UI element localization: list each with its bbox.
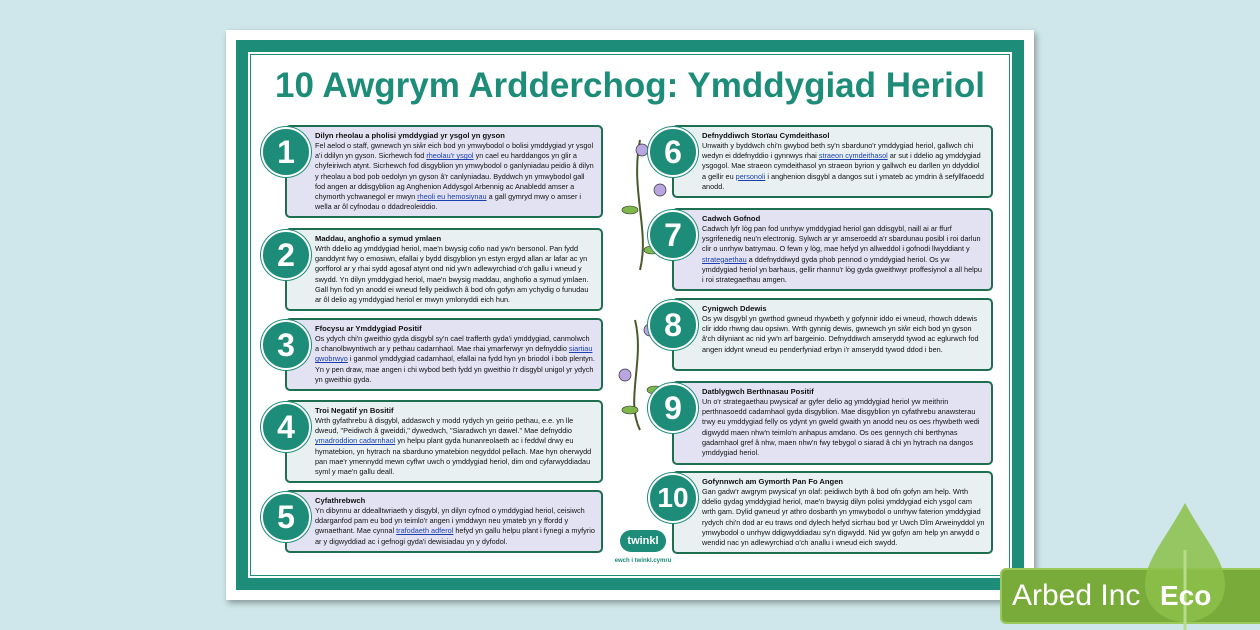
tip-text: Fel aelod o staff, gwnewch yn siŵr eich bod yn ymwybodol o bolisi ymddygiad yr ysgol a'i ddilyn yn gyson. Sicrhewch fod	[315, 141, 594, 161]
tip-link[interactable]: straeon cymdeithasol	[818, 151, 888, 161]
tip-heading: Maddau, anghofio a symud ymlaen	[315, 234, 442, 243]
tip-number-badge: 3	[261, 320, 311, 370]
tip-text: Unwaith y byddwch chi'n gwybod beth sy'n sbarduno'r ymddygiad heriol, gallwch chi wedyn ei ddefnyddio i gynnwys rhai	[702, 141, 974, 161]
tip-link[interactable]: personoli	[735, 171, 766, 181]
tip-body	[315, 506, 595, 547]
tip-card-5	[285, 490, 603, 553]
tip-body	[315, 244, 595, 305]
tip-number-badge: 9	[648, 383, 698, 433]
tip-heading: Gofynnwch am Gymorth Pan Fo Angen	[702, 477, 844, 486]
tip-body	[702, 487, 985, 548]
tip-text: Wrth ddelio ag ymddygiad heriol, mae'n bwysig cofio nad yw'n bersonol. Pan fydd ganddynt fwy o emosiwn, efallai y bydd disgyblion yn estyn ergyd allan ar lafar ac yn gorfforol ar y rhai sydd agosaf atynt ond nid yw'n adlewyrchiad o'ch gallu i wneud y swydd. Yn dilyn ymddygiad heriol, mae'n bwysig maddau, anghofio a symud ymlaen. Gall hyn fod yn anodd ei wneud felly peidiwch â bod ofn gofyn am ychydig o funudau ar ôl delio ag ymddygiad heriol er mwyn ymlonyddi eich hun.	[315, 244, 589, 305]
tip-text: ar sut i ddelio ag ymddygiad ysgogol. Mae straeon cymdeithasol yn straeon byrion y gallwch eu darllen yn ddyddiol a gellir eu	[702, 151, 981, 181]
tip-heading: Troi Negatif yn Bositif	[315, 406, 394, 415]
tip-card-3	[285, 318, 603, 391]
tip-body	[702, 397, 985, 458]
tip-number-badge: 8	[648, 300, 698, 350]
twinkl-url[interactable]: ewch i twinkl.cymru	[614, 558, 672, 564]
tip-heading: Cadwch Gofnod	[702, 214, 761, 223]
tip-link[interactable]: strategaethau	[702, 254, 747, 264]
tip-link[interactable]: siartiau gwobrwyo	[315, 344, 593, 364]
tip-number-badge: 2	[261, 230, 311, 280]
tip-heading: Cynigwch Ddewis	[702, 304, 767, 313]
tip-text: Gan gadw'r awgrym pwysicaf yn olaf: peidiwch byth â bod ofn gofyn am help. Wrth ddelio gydag ymddygiad heriol, mae'n bwysig dilyn polisi ymddygiad eich ysgol cam wrth gam. Dylid gwneud yr athro dosbarth yn ymwybodol o unrhyw faterion ymddygiad rydych chi'n dod ar eu traws ond dylech hefyd sicrhau bod yr Uwch Dîm Arweinyddol yn ymwybodol o unrhyw ddigwyddiadau sy'n digwydd. Nid yw gofyn am help yn arwydd o wendid nac yn adlewyrchiad o'ch anallu i wneud eich swydd.	[702, 487, 985, 548]
tip-number-badge: 1	[261, 127, 311, 177]
tip-number-badge: 7	[648, 210, 698, 260]
tip-body	[702, 141, 985, 192]
tip-link[interactable]: rheoli eu hemosiynau	[417, 192, 487, 202]
tip-body	[702, 314, 985, 355]
tip-heading: Defnyddiwch Storïau Cymdeithasol	[702, 131, 830, 140]
tip-text: yn helpu plant gyda hunanreolaeth ac i feddwl drwy eu hymatebion, yn hytrach na sbarduno ymatebion negyddol pellach. Mae hyn oherwydd pan mae'r ymennydd mewn cyflwr uwch o ymddygiad heriol, dim ond cyfarwyddiadau syml y mae'n gallu deall.	[315, 436, 592, 477]
tip-text: a gall gymryd mwy o amser i wella ar ôl cyfnodau o ddadreoleiddio.	[315, 192, 582, 212]
tip-heading: Datblygwch Berthnasau Positif	[702, 387, 814, 396]
tip-number-badge: 10	[648, 473, 698, 523]
tip-card-9	[672, 381, 993, 465]
tip-link[interactable]: rheolau'r ysgol	[426, 151, 474, 161]
banner-brand: Arbed Inc	[1012, 579, 1141, 612]
tip-text: a ddefnyddiwyd gyda phob pennod o ymddygiad heriol. Os yw ymddygiad heriol yn barhaus, gellir rhannu'r lòg gyda gweithwyr proffesiynol a all helpu i roi strategaethau amgen.	[702, 254, 982, 285]
tip-card-7	[672, 208, 993, 291]
tip-body	[702, 224, 985, 285]
tip-body	[315, 141, 595, 212]
tip-card-4	[285, 400, 603, 483]
tip-text: Wrth gyfathrebu â disgybl, addaswch y modd rydych yn geirio pethau, e.e. yn lle dweud, "Peidiwch â gweiddi," dywedwch, "Siaradwch yn dawel." Mae defnyddio	[315, 416, 574, 436]
tip-body	[315, 334, 595, 385]
tip-number-badge: 5	[261, 492, 311, 542]
tip-text: Yn dibynnu ar ddealltwriaeth y disgybl, yn dilyn cyfnod o ymddygiad heriol, ceisiwch ddarganfod pam eu bod yn teimlo'r angen i ymddwyn neu ymateb yn y ffordd y gwnaethant. Mae cynnal	[315, 506, 585, 536]
tip-text: Os yw disgybl yn gwrthod gwneud rhywbeth y gofynnir iddo ei wneud, rhowch ddewis clir iddo rhwng dau opsiwn. Wrth gynnig dewis, gwnewch yn siŵr eich bod yn gyson â'ch dilyniant ac nid yw'n arf bargeinio. Defnyddiwch amserydd tywod ac eglurwch fod angen iddynt wneud eu penderfyniad erbyn i'r amserydd tywod ddod i ben.	[702, 314, 979, 354]
tip-heading: Ffocysu ar Ymddygiad Positif	[315, 324, 422, 333]
tip-card-6	[672, 125, 993, 198]
tip-link[interactable]: trafodaeth adferol	[396, 526, 454, 536]
tip-card-2	[285, 228, 603, 311]
tip-text: yn cael eu harddangos yn glir a chyfeiriwch atynt. Sicrhewch fod disgyblion yn ymwybodol o ganlyniadau peidio â dilyn y rheolau a bod pob oedolyn yn gyson â'r canlyniadau. Byddwch yn ymwybodol gall fod angen ar ddisgyblion ag Anghenion Addysgol Arbennig ac Anabledd amser a chymorth ychwanegol er mwyn	[315, 151, 594, 202]
tip-text: i ganmol ymddygiad cadarnhaol, efallai na fydd hyn yn briodol i bob plentyn. Yn y pen draw, mae angen i chi wybod beth fydd yn gweithio i'r disgybl unigol yr ydych yn gweithio gyda.	[315, 354, 595, 384]
tip-body	[315, 416, 595, 477]
tip-card-8	[672, 298, 993, 371]
tip-link[interactable]: ymadroddion cadarnhaol	[315, 436, 396, 446]
poster-title: 10 Awgrym Ardderchog: Ymddygiad Heriol	[275, 66, 985, 105]
twinkl-logo: twinkl	[620, 530, 666, 552]
tip-text: Un o'r strategaethau pwysicaf ar gyfer delio ag ymddygiad heriol yw meithrin perthnasoedd cadarnhaol gyda disgyblion. Mae disgyblion yn cyfathrebu anawsterau trwy eu ymddygiad felly os ydynt yn gweld gwaith yn anodd neu os oes rhywbeth wedi digwydd maen nhw'n teimlo'n anhapus amdano. Os oes gennych chi berthynas gadarnhaol gref â nhw, maen nhw'n fwy tebygol o siarad â chi yn hytrach na dangos ymddygiad heriol.	[702, 397, 980, 458]
tip-card-1	[285, 125, 603, 218]
tip-text: i anghenion disgybl a dangos sut i ymateb ac ymdrin â sefyllfaoedd anodd.	[702, 171, 984, 191]
tip-text: Os ydych chi'n gweithio gyda disgybl sy'n cael trafferth gyda'i ymddygiad, canmolwch a chanolbwyntiwch ar y pethau cadarnhaol. Mae rhai ymarferwyr yn defnyddio	[315, 334, 590, 354]
tip-heading: Cyfathrebwch	[315, 496, 366, 505]
tip-card-10	[672, 471, 993, 554]
tip-number-badge: 6	[648, 127, 698, 177]
tip-text: Cadwch lyfr lòg pan fod unrhyw ymddygiad heriol gan ddisgybl, naill ai ar ffurf ysgrifenedig neu'n electronig. Sylwch ar yr amseroedd a'r sbardunau posibl i roi darlun clir o unrhyw batrymau. O fewn y lòg, mae hefyd yn allweddol i gofnodi llwyddiant y	[702, 224, 981, 254]
tip-number-badge: 4	[261, 402, 311, 452]
tip-text: hefyd yn gallu helpu plant i fynegi a myfyrio ar y digwyddiad ac i gefnogi gyda'i dewisiadau yn y dyfodol.	[315, 526, 595, 546]
tip-heading: Dilyn rheolau a pholisi ymddygiad yr ysgol yn gyson	[315, 131, 505, 140]
banner-tag: Eco	[1160, 580, 1212, 611]
